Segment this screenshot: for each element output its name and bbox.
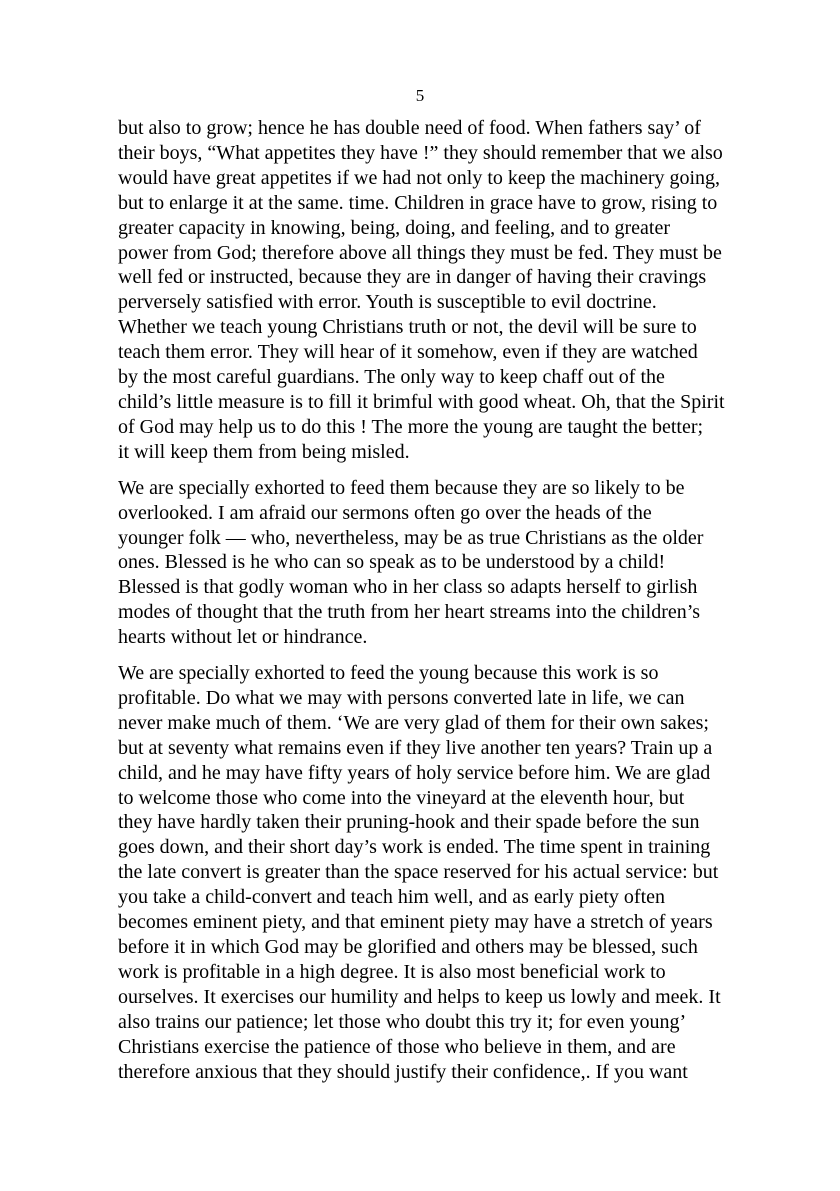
text-line: but also to grow; hence he has double need of food. When fathers say’ of <box>118 117 701 139</box>
text-line: therefore anxious that they should justify their confidence,. If you want <box>118 1060 688 1083</box>
text-line: before it in which God may be glorified and others may be blessed, such <box>118 936 698 958</box>
text-line: their boys, “What appetites they have !” they should remember that we also <box>118 141 723 164</box>
text-line: they have hardly taken their pruning-hook and their spade before the sun <box>118 811 700 834</box>
text-line: overlooked. I am afraid our sermons often go over the heads of the <box>118 501 652 524</box>
text-line: would have great appetites if we had not only to keep the machinery going, <box>118 166 721 189</box>
text-line: of God may help us to do this ! The more the young are taught the better; <box>118 415 704 438</box>
text-line: work is profitable in a high degree. It is also most beneficial work to <box>118 960 666 983</box>
paragraph <box>118 476 766 650</box>
text-line: profitable. Do what we may with persons converted late in life, we can <box>118 686 685 709</box>
text-line: ourselves. It exercises our humility and helps to keep us lowly and meek. It <box>118 985 721 1008</box>
text-line: Whether we teach young Christians truth or not, the devil will be sure to <box>118 316 697 339</box>
text-line: becomes eminent piety, and that eminent piety may have a stretch of years <box>118 911 713 934</box>
text-line: but to enlarge it at the same. time. Children in grace have to grow, rising to <box>118 191 718 214</box>
text-line: never make much of them. ‘We are very glad of them for their own sakes; <box>118 711 709 734</box>
text-line: but at seventy what remains even if they live another ten years? Train up a <box>118 736 713 759</box>
paragraph <box>118 116 766 465</box>
text-line: greater capacity in knowing, being, doing, and feeling, and to greater <box>118 216 671 239</box>
text-line: modes of thought that the truth from her heart streams into the children’s <box>118 601 701 624</box>
paragraph <box>118 661 766 1084</box>
text-line: We are specially exhorted to feed them because they are so likely to be <box>118 476 685 499</box>
text-line: the late convert is greater than the space reserved for his actual service: but <box>118 861 719 884</box>
text-line: goes down, and their short day’s work is ended. The time spent in training <box>118 836 711 859</box>
text-line: it will keep them from being misled. <box>118 440 410 463</box>
text-line: power from God; therefore above all things they must be fed. They must be <box>118 241 722 264</box>
text-line: hearts without let or hindrance. <box>118 626 368 649</box>
text-line: well fed or instructed, because they are in danger of having their cravings <box>118 266 707 289</box>
body-text <box>118 116 766 1095</box>
text-line: you take a child-convert and teach him well, and as early piety often <box>118 886 666 909</box>
text-line: perversely satisfied with error. Youth is susceptible to evil doctrine. <box>118 291 657 314</box>
text-line: younger folk — who, nevertheless, may be as true Christians as the older <box>118 526 704 549</box>
text-line: ones. Blessed is he who can so speak as to be understood by a child! <box>118 551 666 574</box>
text-line: by the most careful guardians. The only way to keep chaff out of the <box>118 366 665 389</box>
text-line: also trains our patience; let those who doubt this try it; for even young’ <box>118 1010 687 1033</box>
text-line: Blessed is that godly woman who in her class so adapts herself to girlish <box>118 576 698 599</box>
text-line: Christians exercise the patience of those who believe in them, and are <box>118 1035 676 1058</box>
text-line: child’s little measure is to fill it brimful with good wheat. Oh, that the Spirit <box>118 390 725 413</box>
text-line: to welcome those who come into the vineyard at the eleventh hour, but <box>118 786 685 809</box>
text-line: child, and he may have fifty years of holy service before him. We are glad <box>118 761 711 784</box>
text-line: teach them error. They will hear of it somehow, even if they are watched <box>118 341 698 364</box>
text-line: We are specially exhorted to feed the young because this work is so <box>118 662 659 685</box>
page-number: 5 <box>415 86 425 105</box>
